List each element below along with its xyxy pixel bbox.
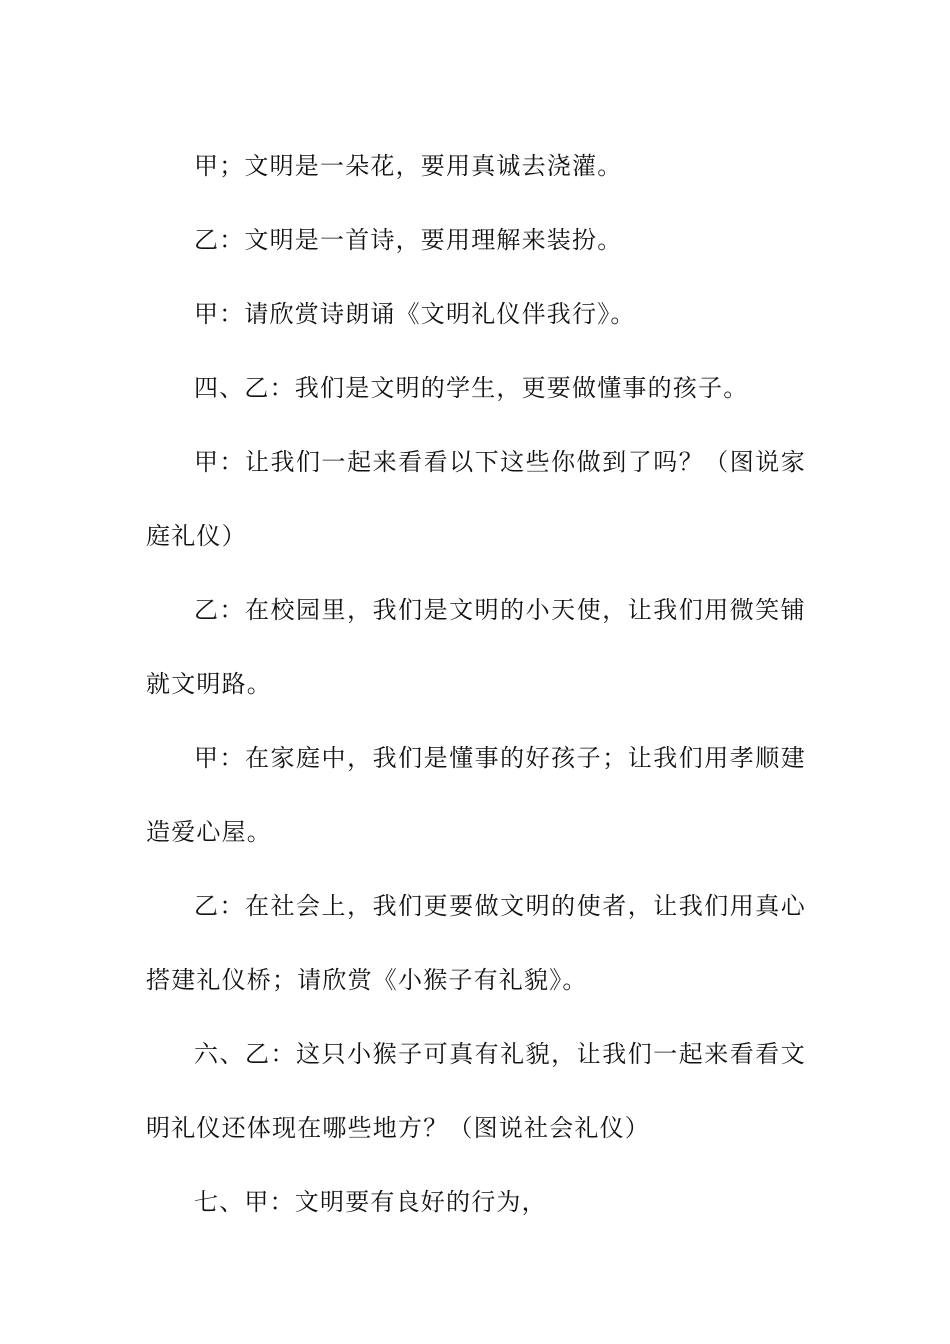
paragraph: 甲：请欣赏诗朗诵《文明礼仪伴我行》。 xyxy=(194,300,636,328)
paragraph: 七、甲：文明要有良好的行为， xyxy=(194,1188,547,1216)
paragraph: 乙：在校园里，我们是文明的小天使，让我们用微笑铺就文明路。 xyxy=(146,596,806,698)
paragraph: 乙：在社会上，我们更要做文明的使者，让我们用真心搭建礼仪桥；请欣赏《小猴子有礼貌》。 xyxy=(146,892,806,994)
paragraph: 四、乙：我们是文明的学生，更要做懂事的孩子。 xyxy=(194,374,749,402)
paragraph: 甲；文明是一朵花，要用真诚去浇灌。 xyxy=(194,152,623,180)
paragraph: 六、乙：这只小猴子可真有礼貌，让我们一起来看看文明礼仪还体现在哪些地方？（图说社会礼仪） xyxy=(146,1040,806,1142)
paragraph: 乙：文明是一首诗，要用理解来装扮。 xyxy=(194,226,623,254)
document-body xyxy=(146,129,806,1239)
paragraph: 甲：在家庭中，我们是懂事的好孩子；让我们用孝顺建造爱心屋。 xyxy=(146,744,806,846)
paragraph: 甲：让我们一起来看看以下这些你做到了吗？（图说家庭礼仪） xyxy=(146,448,806,550)
